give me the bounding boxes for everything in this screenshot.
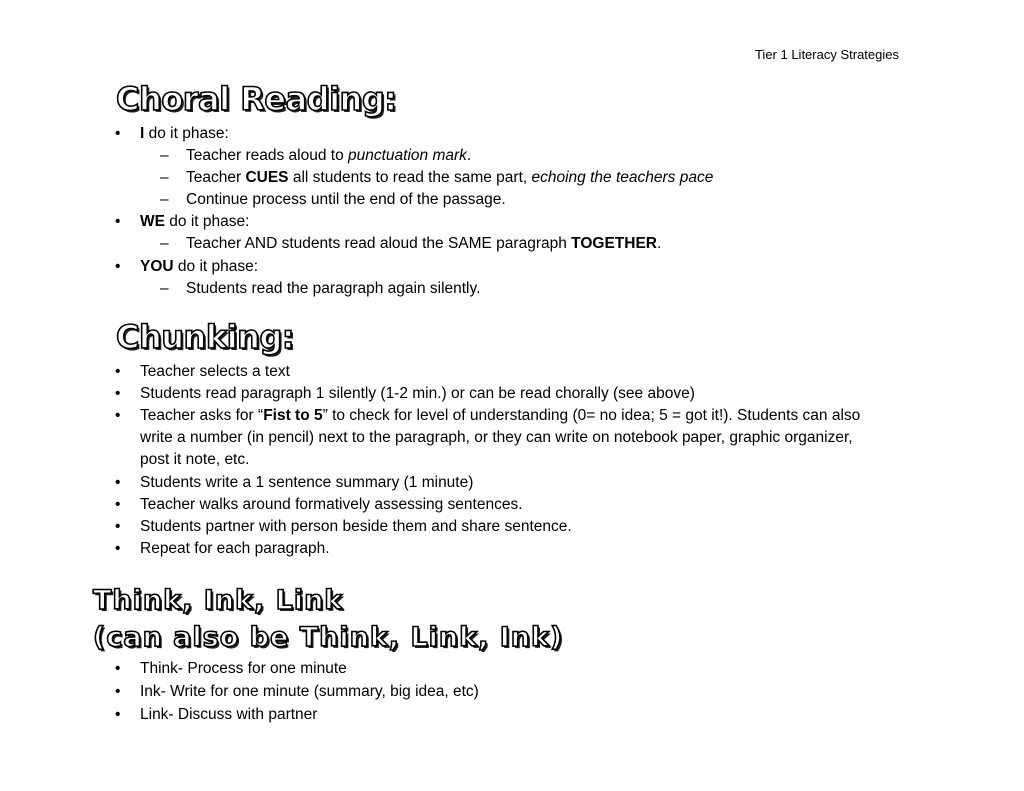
list-item: Teacher reads aloud to punctuation mark.: [186, 147, 472, 164]
bullet-icon: •: [115, 385, 121, 402]
bullet-icon: •: [115, 540, 121, 557]
bullet-icon: •: [115, 518, 121, 535]
list-item: Ink- Write for one minute (summary, big idea, etc): [140, 683, 479, 700]
list-item: Teacher asks for “Fist to 5” to check for level of understanding (0= no idea; 5 = got it!). Students can also: [140, 407, 861, 424]
list-item-continuation: post it note, etc.: [140, 451, 250, 468]
list-item: Students read the paragraph again silently.: [186, 280, 481, 297]
bullet-icon: •: [115, 363, 121, 380]
list-item: Teacher selects a text: [140, 363, 290, 380]
bullet-icon: •: [115, 474, 121, 491]
list-item-continuation: write a number (in pencil) next to the paragraph, or they can write on notebook paper, graphic organizer,: [140, 429, 853, 446]
list-item: Students write a 1 sentence summary (1 minute): [140, 474, 474, 491]
list-item: YOU do it phase:: [140, 258, 259, 275]
list-item: WE do it phase:: [140, 213, 250, 230]
think-ink-link-subheading: (can also be Think, Link, Ink): [93, 622, 564, 653]
bullet-icon: •: [115, 407, 121, 424]
bullet-icon: •: [115, 496, 121, 513]
running-header: Tier 1 Literacy Strategies: [754, 47, 899, 62]
list-item: Continue process until the end of the passage.: [186, 191, 506, 208]
bullet-icon: •: [115, 213, 121, 230]
bullet-icon: •: [115, 683, 121, 700]
bullet-icon: •: [115, 660, 121, 677]
dash-icon: –: [160, 147, 169, 164]
list-item: Teacher walks around formatively assessing sentences.: [140, 496, 523, 513]
dash-icon: –: [160, 191, 169, 208]
list-item: Teacher CUES all students to read the same part, echoing the teachers pace: [186, 169, 714, 186]
list-item: Think- Process for one minute: [140, 660, 347, 677]
list-item: Students partner with person beside them and share sentence.: [140, 518, 572, 535]
list-item: Link- Discuss with partner: [140, 706, 318, 723]
list-item: I do it phase:: [140, 125, 229, 142]
chunking-heading: Chunking:: [116, 318, 295, 356]
think-ink-link-heading: Think, Ink, Link: [93, 585, 344, 616]
dash-icon: –: [160, 235, 169, 252]
bullet-icon: •: [115, 706, 121, 723]
list-item: Repeat for each paragraph.: [140, 540, 330, 557]
dash-icon: –: [160, 280, 169, 297]
list-item: Teacher AND students read aloud the SAME paragraph TOGETHER.: [186, 235, 662, 252]
list-item: Students read paragraph 1 silently (1-2 min.) or can be read chorally (see above): [140, 385, 695, 402]
dash-icon: –: [160, 169, 169, 186]
choral-reading-heading: Choral Reading:: [116, 80, 397, 118]
bullet-icon: •: [115, 125, 121, 142]
bullet-icon: •: [115, 258, 121, 275]
